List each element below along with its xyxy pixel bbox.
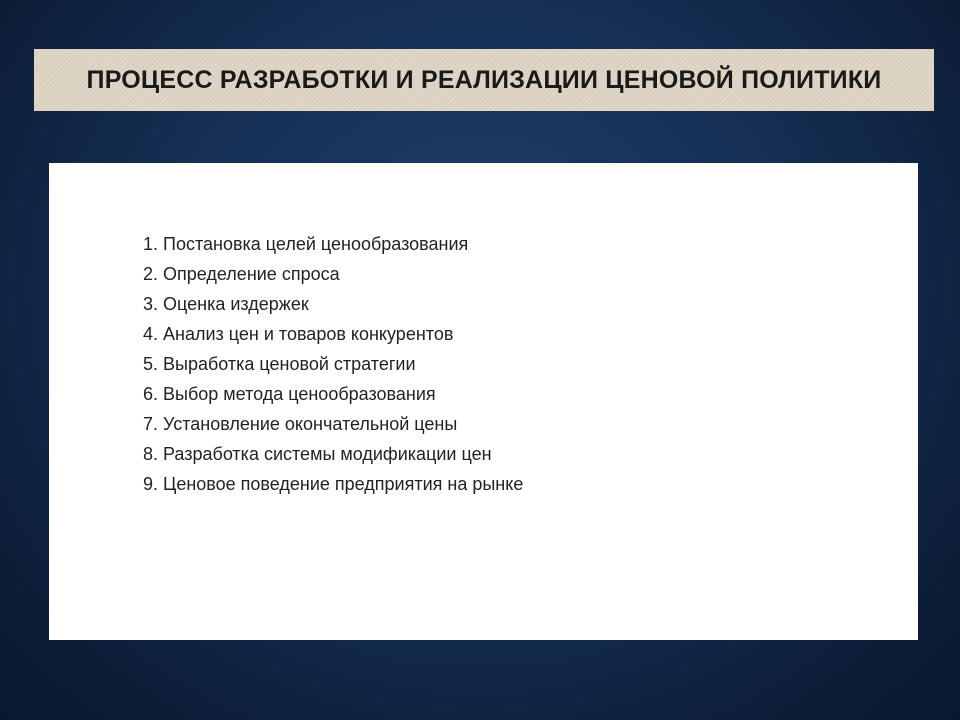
- list-item: 8. Разработка системы модификации цен: [143, 444, 492, 464]
- slide-title: ПРОЦЕСС РАЗРАБОТКИ И РЕАЛИЗАЦИИ ЦЕНОВОЙ ПОЛИТИКИ: [86, 65, 882, 94]
- list-item: 2. Определение спроса: [143, 264, 340, 284]
- list-item: 1. Постановка целей ценообразования: [143, 234, 469, 254]
- list-item: 4. Анализ цен и товаров конкурентов: [143, 324, 454, 344]
- steps-list: [143, 229, 523, 499]
- list-item: 7. Установление окончательной цены: [143, 414, 458, 434]
- title-bar: [34, 49, 934, 111]
- list-item: 3. Оценка издержек: [143, 294, 309, 314]
- list-item: 6. Выбор метода ценообразования: [143, 384, 436, 404]
- content-panel: [49, 163, 918, 640]
- list-item: 5. Выработка ценовой стратегии: [143, 354, 416, 374]
- list-item: 9. Ценовое поведение предприятия на рынке: [143, 474, 524, 494]
